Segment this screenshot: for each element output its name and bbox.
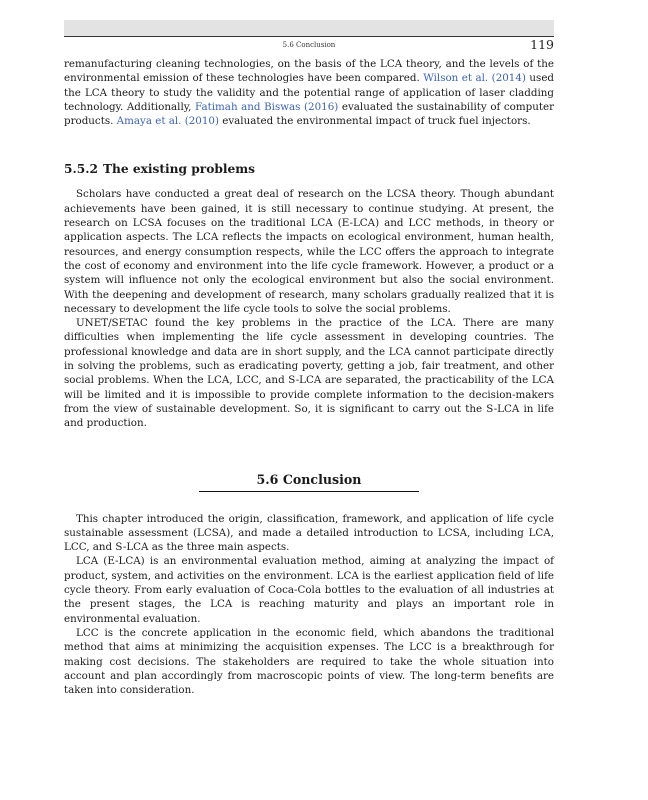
subsection-paragraph: Scholars have conducted a great deal of research on the LCSA theory. Though abundant achievements have been gained, it is still necessary to continue studying. At present, the research on LCSA focuses on the traditional LCA (E-LCA) and LCC methods, in theory or application aspects. The LCA reflects the impacts on ecological environment, human health, resources, and energy consumption respects, while the LCC offers the approach to integrate the cost of economy and environment into the life cycle framework. However, a product or a system will influence not only the ecological environment but also the social environment. With the deepening and development of research, many scholars gradually realized that it is necessary to development the life cycle tools to solve the social problems.	[64, 188, 554, 315]
intro-paragraph	[64, 57, 554, 128]
subsection-paragraph: UNET/SETAC found the key problems in the practice of the LCA. There are many difficulties when implementing the life cycle assessment in developing countries. The professional knowledge and data are in short supply, and the LCA cannot participate directly in solving the problems, such as eradicating poverty, getting a job, fair treatment, and other social problems. When the LCA, LCC, and S-LCA are separated, the practicability of the LCA will be limited and it is impossible to provide complete information to the decision-makers from the view of sustainable development. So, it is significant to carry out the S-LCA in life and production.	[64, 317, 554, 430]
citation-wilson-2014[interactable]: Wilson et al. (2014)	[423, 72, 526, 85]
conclusion-paragraph: This chapter introduced the origin, classification, framework, and application of life cycle sustainable assessment (LCSA), and made a detailed introduction to LCSA, including LCA, LCC, and S-LCA as the three main aspects.	[64, 512, 554, 554]
intro-text-3: evaluated the sustainability of computer products.	[64, 100, 555, 128]
intro-text-1: remanufacturing cleaning technologies, on the basis of the LCA theory, and the levels of the environmental emission of these technologies have been compared.	[64, 58, 554, 85]
section-heading-block	[64, 469, 554, 492]
subsection-number: 5.5.2	[64, 162, 98, 177]
subsection-title: The existing problems	[102, 162, 255, 177]
section-title-rule	[199, 491, 419, 492]
running-header-section: 5.6 Conclusion	[282, 41, 336, 49]
citation-amaya-2010[interactable]: Amaya et al. (2010)	[116, 115, 219, 128]
page-number: 119	[530, 37, 554, 52]
conclusion-paragraph: LCA (E-LCA) is an environmental evaluation method, aiming at analyzing the impact of product, system, and activities on the environment. LCA is the earliest application field of life cycle theory. From early evaluation of Coca-Cola bottles to the evaluation of all industries at the present stages, the LCA is reaching maturity and plays an important role in environmental evaluation.	[64, 555, 554, 625]
subsection-heading	[64, 162, 554, 177]
intro-text-2: used the LCA theory to study the validity and the potential range of application of laser cladding technology. Additionally,	[64, 72, 554, 113]
conclusion-body	[64, 512, 554, 698]
section-title: 5.6 Conclusion	[256, 471, 362, 487]
citation-fatimah-biswas-2016[interactable]: Fatimah and Biswas (2016)	[195, 100, 339, 113]
conclusion-paragraph: LCC is the concrete application in the economic field, which abandons the traditional method that aims at minimizing the acquisition expenses. The LCC is a breakthrough for making cost decisions. The stakeholders are required to take the whole situation into account and plan accordingly from macroscopic points of view. The long-term benefits are taken into consideration.	[64, 626, 554, 697]
intro-text-4: evaluated the environmental impact of truck fuel injectors.	[218, 115, 531, 128]
running-header-bar	[64, 20, 554, 36]
running-header	[64, 37, 554, 57]
book-page	[64, 20, 554, 697]
